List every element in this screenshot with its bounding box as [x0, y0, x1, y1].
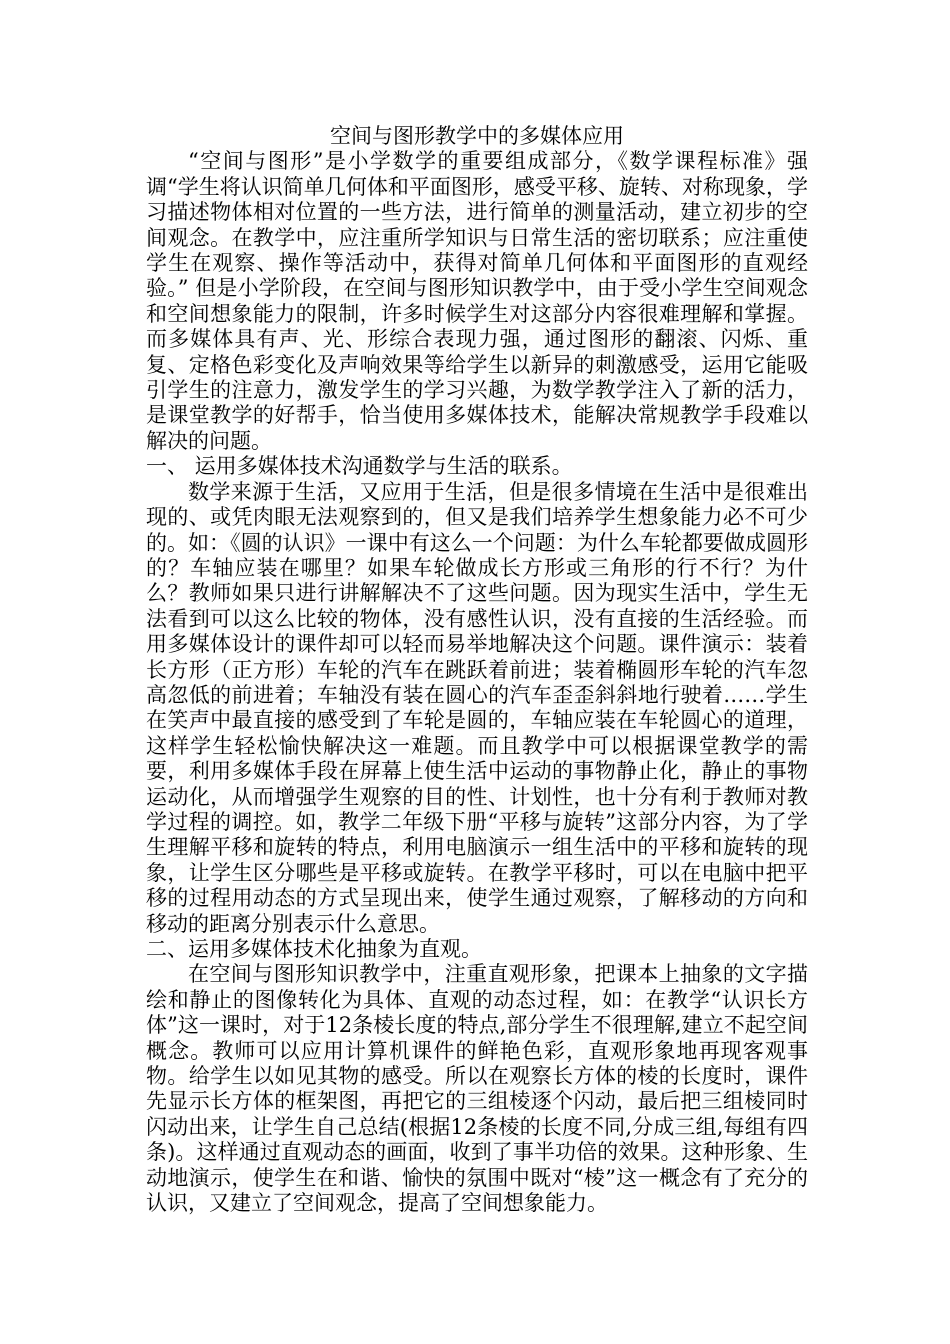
document-title: 空间与图形教学中的多媒体应用	[330, 124, 624, 148]
intro-paragraph: “空间与图形”是小学数学的重要组成部分，《数学课程标准》强调“学生将认识简单几何体和平面图形，感受平移、旋转、对称现象，学习描述物体相对位置的一些方法，进行简单的测量活动，建立初步的空间观念。在教学中，应注重所学知识与日常生活的密切联系；应注重使学生在观察、操作等活动中，获得对简单几何体和平面图形的直观经验。” 但是小学阶段，在空间与图形知识教学中，由于受小学生空间观念和空间想象能力的限制，许多时候学生对这部分内容很难理解和掌握。而多媒体具有声、光、形综合表现力强，通过图形的翻滚、闪烁、重复、定格色彩变化及声响效果等给学生以新异的刺激感受，运用它能吸引学生的注意力，激发学生的学习兴趣，为数学教学注入了新的活力，是课堂教学的好帮手，恰当使用多媒体技术，能解决常规教学手段难以解决的问题。	[146, 149, 808, 453]
section-2-heading: 二、运用多媒体技术化抽象为直观。	[146, 937, 482, 961]
section-1-heading: 一、 运用多媒体技术沟通数学与生活的联系。	[146, 454, 573, 479]
document-body	[146, 124, 808, 1216]
section-1-paragraph: 数学来源于生活，又应用于生活，但是很多情境在生活中是很难出现的、或凭肉眼无法观察到的，但又是我们培养学生想象能力必不可少的。如：《圆的认识》一课中有这么一个问题：为什么车轮都要做成圆形的？车轴应装在哪里？如果车轮做成长方形或三角形的行不行？为什么？教师如果只进行讲解解决不了这些问题。因为现实生活中，学生无法看到可以这么比较的物体，没有感性认识，没有直接的生活经验。而用多媒体设计的课件却可以轻而易举地解决这个问题。课件演示：装着长方形（正方形）车轮的汽车在跳跃着前进；装着椭圆形车轮的汽车忽高忽低的前进着；车轴没有装在圆心的汽车歪歪斜斜地行驶着……学生在笑声中最直接的感受到了车轮是圆的，车轴应装在车轮圆心的道理，这样学生轻松愉快解决这一难题。而且教学中可以根据课堂教学的需要，利用多媒体手段在屏幕上使生活中运动的事物静止化，静止的事物运动化，从而增强学生观察的目的性、计划性，也十分有利于教师对教学过程的调控。如，教学二年级下册“平移与旋转”这部分内容，为了学生理解平移和旋转的特点，利用电脑演示一组生活中的平移和旋转的现象，让学生区分哪些是平移或旋转。在教学平移时，可以在电脑中把平移的过程用动态的方式呈现出来，使学生通过观察，了解移动的方向和移动的距离分别表示什么意思。	[146, 479, 808, 936]
section-2-paragraph: 在空间与图形知识教学中，注重直观形象，把课本上抽象的文字描绘和静止的图像转化为具体、直观的动态过程，如：在教学“认识长方体”这一课时，对于12条棱长度的特点,部分学生不很理解,建立不起空间概念。教师可以应用计算机课件的鲜艳色彩，直观形象地再现客观事物。给学生以如见其物的感受。所以在观察长方体的棱的长度时，课件先显示长方体的框架图，再把它的三组棱逐个闪动，最后把三组棱同时闪动出来，让学生自己总结(根据12条棱的长度不同,分成三组,每组有四条)。这样通过直观动态的画面，收到了事半功倍的效果。这种形象、生动地演示，使学生在和谐、愉快的氛围中既对“棱”这一概念有了充分的认识，又建立了空间观念，提高了空间想象能力。	[146, 962, 808, 1216]
